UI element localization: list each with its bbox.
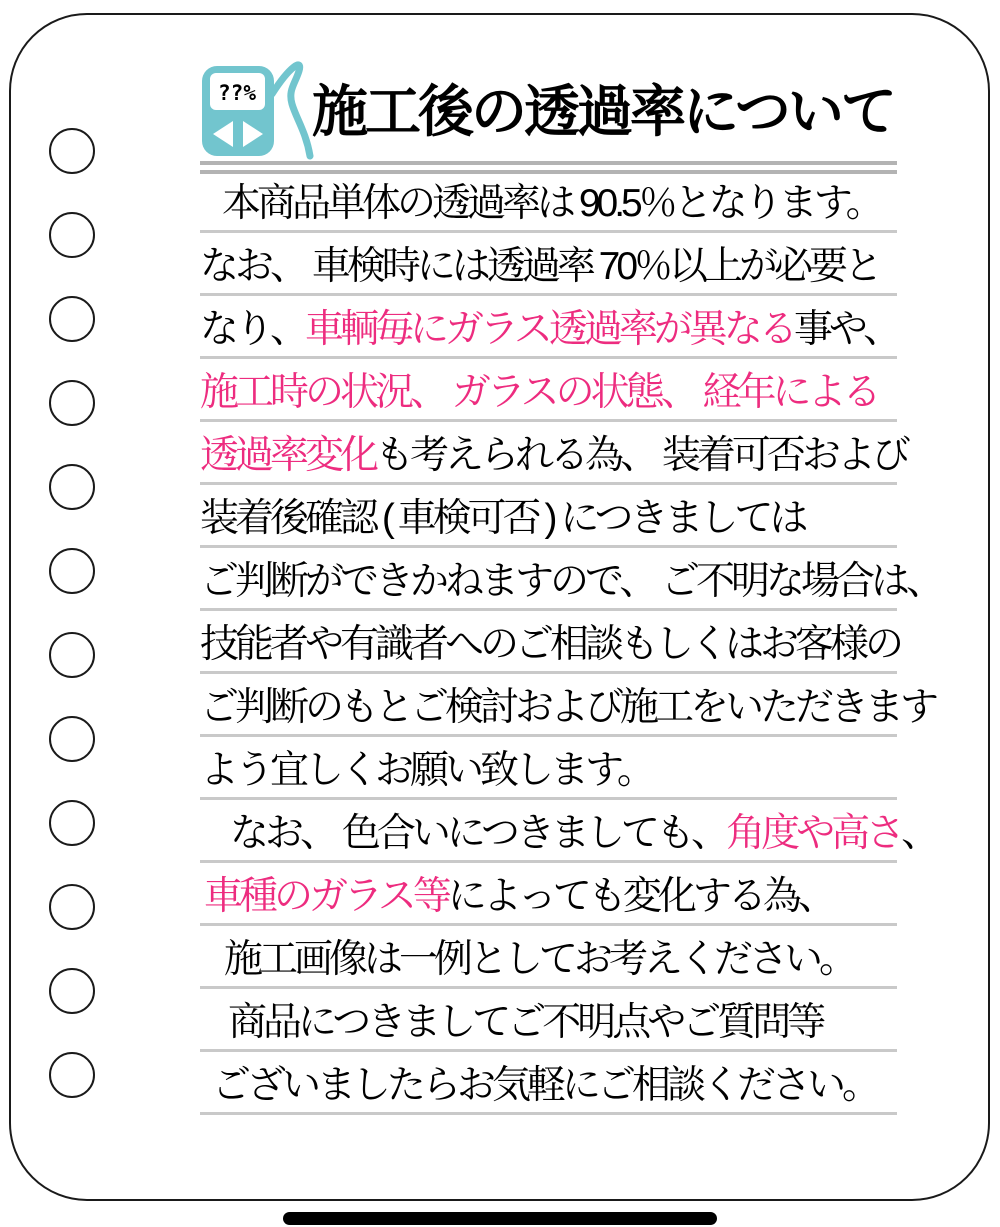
header: [200, 58, 900, 160]
text-segment: 技能者や有識者へのご相談もしくはお客様の: [200, 623, 901, 666]
page-title: 施工後の透過率について: [312, 80, 894, 143]
binder-hole: [49, 800, 95, 846]
meter-probe-cable: [272, 65, 310, 156]
text-line: [200, 863, 897, 926]
text-segment: 本商品単体の透過率は 90.5％となります。: [222, 182, 881, 225]
text-line: [200, 926, 897, 989]
text-segment: ございましたらお気軽にご相談ください。: [212, 1064, 878, 1107]
highlighted-text-segment: 施工時の状況、 ガラスの状態、 経年による: [200, 371, 878, 414]
text-line: [200, 485, 897, 548]
text-segment: 商品につきましてご不明点やご質問等: [228, 1001, 823, 1044]
binder-hole: [49, 128, 95, 174]
text-segment: なお、 車検時には透過率 70％以上が必要と: [200, 245, 880, 288]
text-line: [200, 170, 897, 233]
text-segment: ご判断のもとご検討および施工をいただきます: [200, 686, 936, 729]
text-line: [200, 737, 897, 800]
binder-hole: [49, 884, 95, 930]
text-segment: なり、: [200, 308, 306, 351]
transmittance-meter-icon: [200, 58, 318, 160]
binder-hole: [49, 716, 95, 762]
text-segment: よう宜しくお願い致します。: [200, 749, 652, 792]
highlighted-text-segment: 車輌毎にガラス透過率が異なる: [305, 308, 794, 351]
body-lines: [200, 170, 942, 1115]
text-line: [200, 800, 937, 863]
home-indicator-bar: [283, 1212, 717, 1225]
text-line: [200, 611, 901, 674]
text-line: [200, 233, 897, 296]
highlighted-text-segment: 角度や高さ: [726, 812, 902, 855]
text-segment: も考えられる為、 装着可否および: [375, 434, 907, 477]
text-segment: 装着後確認 ( 車検可否 ) につきましては: [200, 497, 805, 540]
text-line: [200, 1052, 897, 1115]
text-segment: 、: [901, 812, 937, 855]
binder-hole: [49, 212, 95, 258]
text-segment: 施工画像は一例としてお考えください。: [224, 938, 855, 981]
binder-hole: [49, 968, 95, 1014]
text-segment: なお、 色合いにつきましても、: [230, 812, 727, 855]
text-line: [200, 989, 897, 1052]
text-segment: 事や、: [793, 308, 899, 351]
text-segment: によっても変化する為、: [447, 875, 833, 918]
binder-hole: [49, 548, 95, 594]
text-line: [200, 548, 942, 611]
text-line: [200, 359, 897, 422]
text-segment: ご判断ができかねますので、 ご不明な場合は、: [200, 560, 942, 603]
text-line: [200, 674, 936, 737]
meter-screen-label: ??%: [218, 81, 256, 105]
binder-hole: [49, 296, 95, 342]
binder-hole: [49, 380, 95, 426]
highlighted-text-segment: 車種のガラス等: [204, 875, 448, 918]
text-line: [200, 422, 907, 485]
text-line: [200, 296, 897, 359]
binder-hole: [49, 464, 95, 510]
binder-hole: [49, 1052, 95, 1098]
binder-hole: [49, 632, 95, 678]
highlighted-text-segment: 透過率変化: [200, 434, 376, 477]
